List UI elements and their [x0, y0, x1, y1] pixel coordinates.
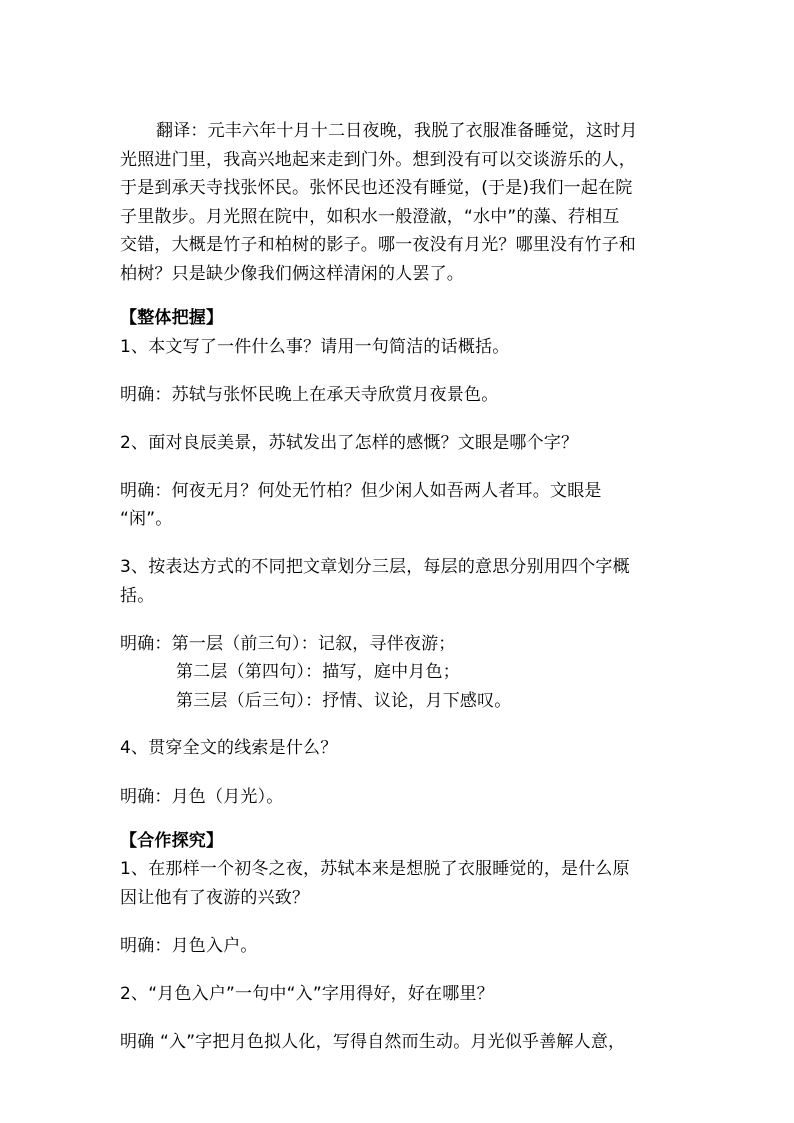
explore-answer-2: 明确 “入”字把月色拟人化，写得自然而生动。月光似乎善解人意，: [120, 1032, 626, 1052]
translation-line-6: 柏树？只是缺少像我们俩这样清闲的人罢了。: [120, 264, 464, 284]
answer-3-line-2: 第二层（第四句）：描写，庭中月色；: [176, 662, 460, 682]
translation-line-1: 翻译：元丰六年十月十二日夜晚，我脱了衣服准备睡觉，这时月: [156, 121, 638, 141]
answer-3-line-3: 第三层（后三句）：抒情、议论，月下感叹。: [176, 691, 512, 711]
answer-2-line-2: “闲”。: [120, 509, 173, 529]
translation-line-2: 光照进门里，我高兴地起来走到门外。想到没有可以交谈游乐的人，: [120, 150, 636, 170]
explore-answer-1: 明确：月色入户。: [120, 936, 258, 956]
translation-line-4: 子里散步。月光照在院中，如积水一般澄澈，“水中”的藻、荇相互: [120, 207, 620, 227]
explore-question-1-line-1: 1、在那样一个初冬之夜，苏轼本来是想脱了衣服睡觉的，是什么原: [120, 859, 630, 879]
question-2: 2、面对良辰美景，苏轼发出了怎样的感慨？文眼是哪个字？: [120, 433, 579, 453]
section-heading-explore: 【合作探究】: [120, 831, 224, 851]
answer-2-line-1: 明确：何夜无月？何处无竹柏？但少闲人如吾两人者耳。文眼是: [120, 481, 602, 501]
answer-3-line-1: 明确：第一层（前三句）：记叙，寻伴夜游；: [120, 634, 456, 654]
explore-question-1-line-2: 因让他有了夜游的兴致？: [120, 888, 310, 908]
answer-1: 明确：苏轼与张怀民晚上在承天寺欣赏月夜景色。: [120, 385, 499, 405]
answer-4: 明确：月色（月光）。: [120, 787, 284, 807]
section-heading-overall: 【整体把握】: [120, 308, 224, 328]
translation-line-5: 交错，大概是竹子和柏树的影子。哪一夜没有月光？哪里没有竹子和: [120, 235, 636, 255]
question-1: 1、本文写了一件什么事？请用一句简洁的话概括。: [120, 337, 510, 357]
question-4: 4、贯穿全文的线索是什么？: [120, 738, 338, 758]
question-3-line-2: 括。: [120, 586, 155, 606]
translation-line-3: 于是到承天寺找张怀民。张怀民也还没有睡觉，(于是)我们一起在院: [120, 178, 633, 198]
explore-question-2: 2、“月色入户”一句中“入”字用得好，好在哪里？: [120, 984, 494, 1004]
question-3-line-1: 3、按表达方式的不同把文章划分三层，每层的意思分别用四个字概: [120, 557, 630, 577]
